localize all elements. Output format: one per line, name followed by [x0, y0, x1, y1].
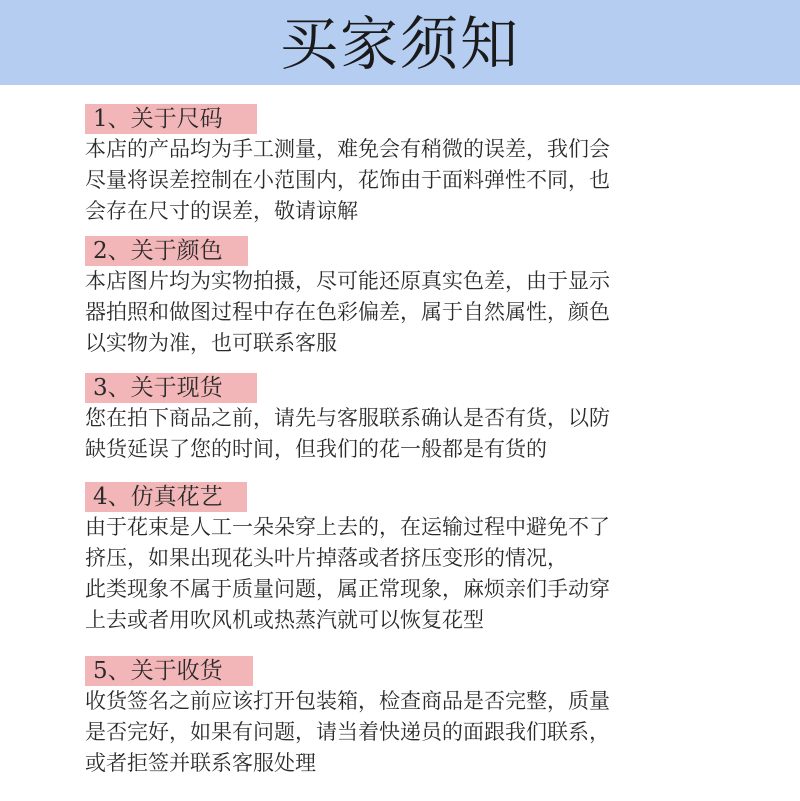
body-line: 挤压，如果出现花头叶片掉落或者挤压变形的情况，	[85, 546, 568, 570]
section-size	[85, 104, 785, 227]
body-line: 此类现象不属于质量问题，属正常现象，麻烦亲们手动穿	[85, 577, 610, 601]
section-body	[85, 512, 785, 636]
section-heading: 4、仿真花艺	[85, 482, 247, 512]
section-heading: 5、关于收货	[85, 656, 253, 686]
body-line: 尽量将误差控制在小范围内，花饰由于面料弹性不同，也	[85, 168, 610, 192]
section-heading: 1、关于尺码	[85, 104, 257, 134]
body-line: 本店的产品均为手工测量，难免会有稍微的误差，我们会	[85, 137, 610, 161]
body-line: 您在拍下商品之前，请先与客服联系确认是否有货，以防	[85, 406, 610, 430]
section-heading: 3、关于现货	[85, 373, 257, 403]
title-banner	[0, 0, 800, 85]
section-body	[85, 403, 785, 465]
section-artificial-flowers	[85, 482, 785, 636]
body-line: 是否完好，如果有问题，请当着快递员的面跟我们联系，	[85, 720, 610, 744]
section-stock	[85, 373, 785, 465]
body-line: 或者拒签并联系客服处理	[85, 751, 316, 775]
body-line: 收货签名之前应该打开包装箱，检查商品是否完整，质量	[85, 689, 610, 713]
body-line: 缺货延误了您的时间，但我们的花一般都是有货的	[85, 437, 547, 461]
body-line: 会存在尺寸的误差，敬请谅解	[85, 199, 358, 223]
section-color	[85, 236, 785, 359]
body-line: 本店图片均为实物拍摄，尽可能还原真实色差，由于显示	[85, 269, 610, 293]
body-line: 上去或者用吹风机或热蒸汽就可以恢复花型	[85, 608, 484, 632]
section-body	[85, 266, 785, 359]
body-line: 由于花束是人工一朵朵穿上去的，在运输过程中避免不了	[85, 515, 610, 539]
section-body	[85, 134, 785, 227]
page-title: 买家须知	[279, 10, 520, 78]
section-heading: 2、关于颜色	[85, 236, 248, 266]
section-body	[85, 686, 785, 779]
body-line: 以实物为准，也可联系客服	[85, 331, 337, 355]
section-receipt	[85, 656, 785, 779]
body-line: 器拍照和做图过程中存在色彩偏差，属于自然属性，颜色	[85, 300, 610, 324]
